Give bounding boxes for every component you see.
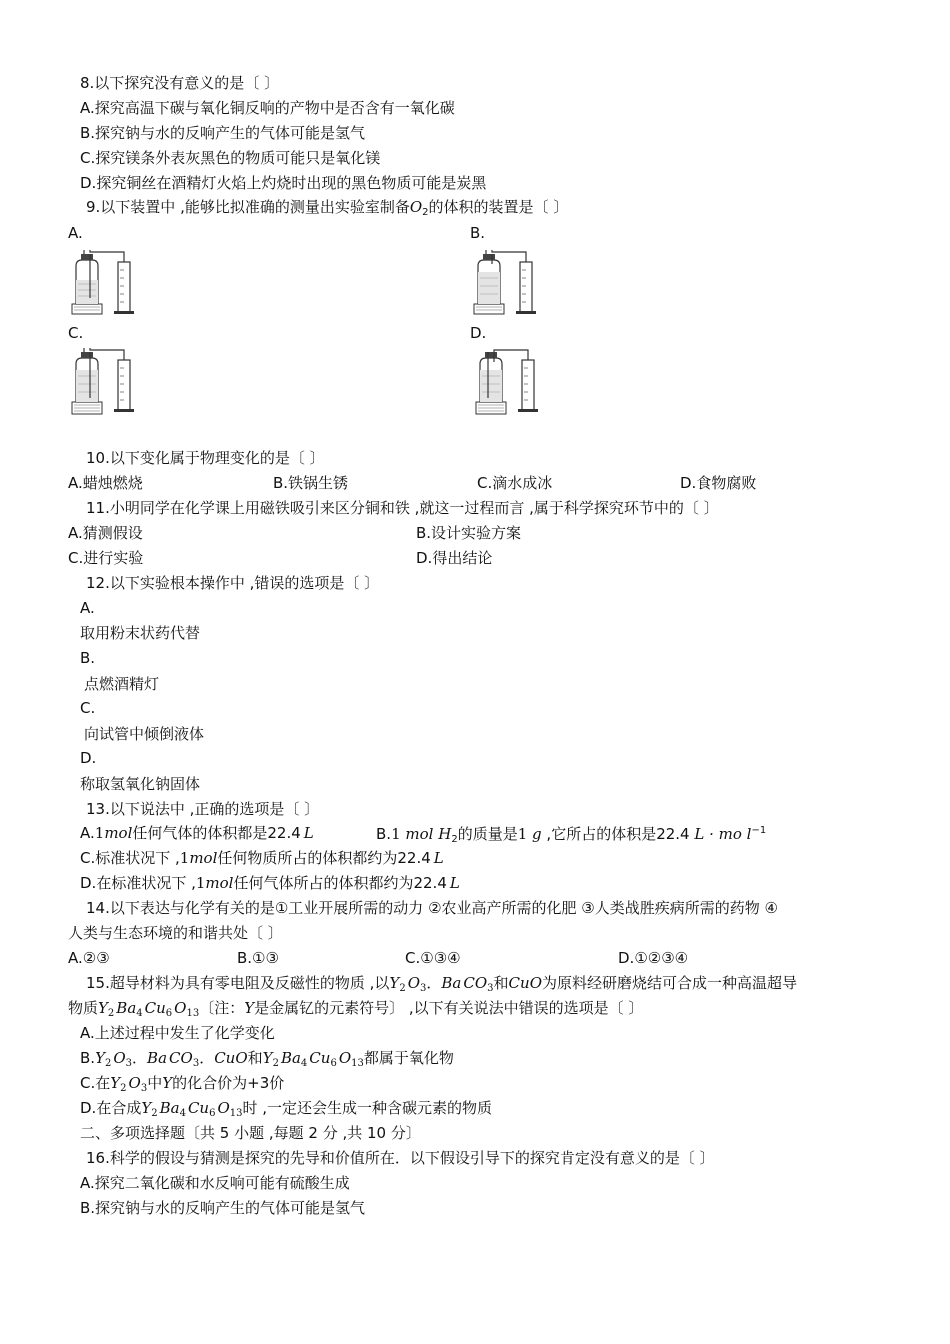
q14-stem-line1: 14.以下表达与化学有关的是①工业开展所需的动力 ②农业高产所需的化肥 ③人类战胜疾病所需的药物 ④ [86,899,778,917]
q13-option-b: B.1 mol $H_2$的质量是1 g ,它所占的体积是22.4 L · mo $l^{-1}$ [376,825,767,845]
q9-option-b: B. [470,224,486,242]
q8-option-b: B.探究钠与水的反响产生的气体可能是氢气 [80,124,366,142]
q12-option-b-caption: 点燃酒精灯 [84,675,160,693]
q8-option-a: A.探究高温下碳与氧化铜反响的产物中是否含有一氧化碳 [80,99,455,117]
q15-option-c: C.在$Y_2$ $O_3$中Y的化合价为+3价 [80,1074,285,1094]
q12-option-d-caption: 称取氢氧化钠固体 [80,775,201,793]
apparatus-c-figure [68,346,138,416]
q16-stem: 16.科学的假设与猜测是探究的先导和价值所在．以下假设引导下的探究肯定没有意义的是〔 〕 [86,1149,715,1167]
q10-option-a: A.蜡烛燃烧 [68,474,143,492]
q11-option-a: A.猜测假设 [68,524,143,542]
apparatus-a-figure [68,248,138,316]
q11-stem: 11.小明同学在化学课上用磁铁吸引来区分铜和铁 ,就这一过程而言 ,属于科学探究环节中的〔 〕 [86,499,719,517]
q14-option-c: C.①③④ [405,949,461,967]
q13-option-c: C.标准状况下 ,1mol任何物质所占的体积都约为22.4 L [80,849,444,867]
q13-option-a: A.1mol任何气体的体积都是22.4 L [80,824,314,842]
q10-option-b: B.铁锅生锈 [273,474,349,492]
q10-stem: 10.以下变化属于物理变化的是〔 〕 [86,449,325,467]
q12-option-c: C. [80,699,96,717]
q9-stem: 9.以下装置中 ,能够比拟准确的测量出实验室制备$O_2$的体积的装置是〔 〕 [86,198,569,218]
q11-option-c: C.进行实验 [68,549,144,567]
apparatus-b-figure [470,248,540,316]
q15-option-a: A.上述过程中发生了化学变化 [80,1024,275,1042]
q14-stem-line2: 人类与生态环境的和谐共处〔 〕 [68,924,283,942]
q8-option-c: C.探究镁条外表灰黑色的物质可能只是氧化镁 [80,149,381,167]
q9-option-c: C. [68,324,84,342]
q14-option-a: A.②③ [68,949,110,967]
q8-option-d: D.探究铜丝在酒精灯火焰上灼烧时出现的黑色物质可能是炭黑 [80,174,487,192]
q12-option-b: B. [80,649,96,667]
q16-option-b: B.探究钠与水的反响产生的气体可能是氢气 [80,1199,366,1217]
q13-stem: 13.以下说法中 ,正确的选项是〔 〕 [86,800,320,818]
q8-stem: 8.以下探究没有意义的是〔 〕 [80,74,280,92]
q10-option-d: D.食物腐败 [680,474,757,492]
q10-option-c: C.滴水成冰 [477,474,553,492]
q13-option-d: D.在标准状况下 ,1mol任何气体所占的体积都约为22.4 L [80,874,460,892]
q15-stem-line1: 15.超导材料为具有零电阻及反磁性的物质 ,以$Y_2$ $O_3$．Ba $CO_3$和CuO为原料经研磨烧结可合成一种高温超导 [86,974,798,994]
q14-option-b: B.①③ [237,949,279,967]
q14-option-d: D.①②③④ [618,949,689,967]
q15-stem-line2: 物质$Y_2$ $Ba_4$ $Cu_6$ $O_{13}$〔注：Y是金属钇的元素符号〕 ,以下有关说法中错误的选项是〔 〕 [68,999,644,1019]
q12-stem: 12.以下实验根本操作中 ,错误的选项是〔 〕 [86,574,380,592]
q12-option-c-caption: 向试管中倾倒液体 [84,725,205,743]
apparatus-d-figure [472,346,542,416]
q12-option-a-caption: 取用粉末状药代替 [80,624,201,642]
q9-option-a: A. [68,224,83,242]
q16-option-a: A.探究二氧化碳和水反响可能有硫酸生成 [80,1174,350,1192]
q11-option-d: D.得出结论 [416,549,493,567]
q12-option-d: D. [80,749,97,767]
section-heading-multiple-choice: 二、多项选择题〔共 5 小题 ,每题 2 分 ,共 10 分〕 [80,1124,421,1142]
q15-option-b: $B.Y_2$ $O_3$．Ba $CO_3$．CuO和$Y_2$ $Ba_4$ $Cu_6$ $O_{13}$都属于氧化物 [80,1049,454,1069]
q9-option-d: D. [470,324,487,342]
q15-option-d: D.在合成$Y_2$ $Ba_4$ $Cu_6$ $O_{13}$时 ,一定还会生成一种含碳元素的物质 [80,1099,493,1119]
q11-option-b: B.设计实验方案 [416,524,522,542]
q12-option-a: A. [80,599,95,617]
